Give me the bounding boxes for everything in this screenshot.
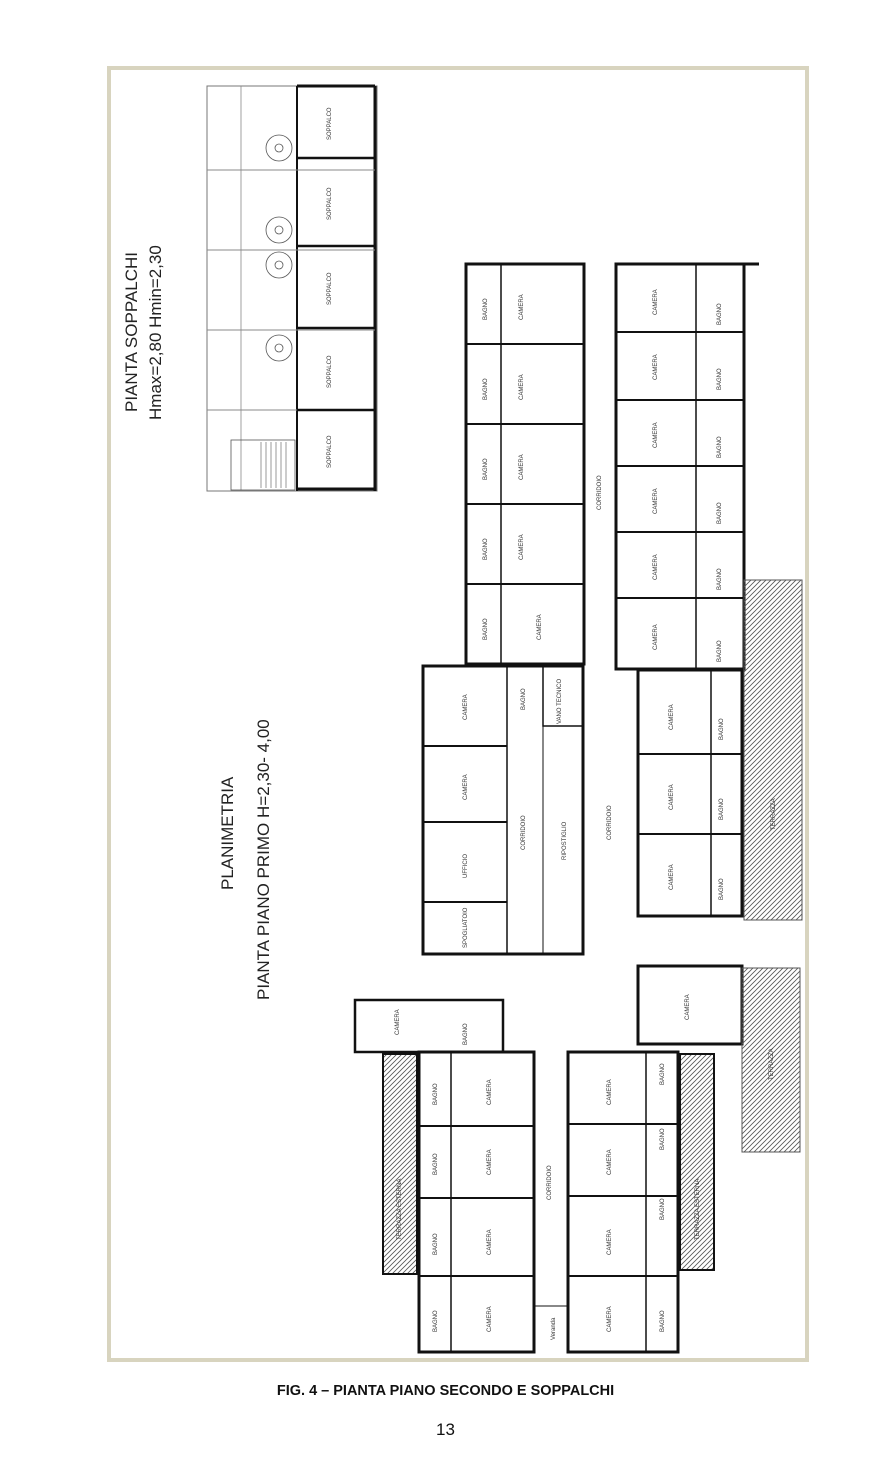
room-label-bagno-22: BAGNO xyxy=(660,1128,666,1150)
room-label-camera-5: CAMERA xyxy=(537,614,543,640)
room-label-bagno-14: BAGNO xyxy=(719,798,725,820)
room-label-bagno-11: BAGNO xyxy=(717,640,723,662)
page-number: 13 xyxy=(436,1420,455,1439)
room-label-bagno-10: BAGNO xyxy=(717,568,723,590)
mezz-label-5: SOPPALCO xyxy=(327,435,333,468)
room-label-bagno-24: BAGNO xyxy=(660,1310,666,1332)
terrace-south-west xyxy=(383,1054,417,1274)
room-label-camera-16: CAMERA xyxy=(669,864,675,890)
room-label-camera-7: CAMERA xyxy=(653,354,659,380)
terrace-north xyxy=(744,580,802,920)
room-label-corridoio-east: CORRIDOIO xyxy=(607,805,613,840)
room-label-camera-1: CAMERA xyxy=(519,294,525,320)
room-label-bagno-12: BAGNO xyxy=(521,688,527,710)
room-label-camera-20: CAMERA xyxy=(487,1149,493,1175)
room-label-terrazza-esterna-west: TERRAZZA ESTERNA xyxy=(397,1178,403,1240)
room-label-terrazza-esterna-east: TERRAZZA ESTERNA xyxy=(695,1178,701,1240)
room-label-bagno-16: BAGNO xyxy=(463,1023,469,1045)
room-label-ufficio: UFFICIO xyxy=(463,854,469,878)
room-label-corridoio-north: CORRIDOIO xyxy=(597,475,603,510)
figure-caption: FIG. 4 – PIANTA PIANO SECONDO E SOPPALCHI xyxy=(276,1383,615,1399)
room-label-camera-14: CAMERA xyxy=(669,704,675,730)
room-labels xyxy=(395,289,777,1340)
room-label-camera-18: CAMERA xyxy=(395,1009,401,1035)
room-label-camera-24: CAMERA xyxy=(607,1149,613,1175)
room-label-camera-8: CAMERA xyxy=(653,422,659,448)
room-label-corridoio-south: CORRIDOIO xyxy=(547,1165,553,1200)
room-label-bagno-23: BAGNO xyxy=(660,1198,666,1220)
room-label-bagno-13: BAGNO xyxy=(719,718,725,740)
room-label-bagno-21: BAGNO xyxy=(660,1063,666,1085)
main-plan-subtitle: PIANTA PIANO PRIMO H=2,30- 4,00 xyxy=(254,719,273,1000)
room-label-camera-19: CAMERA xyxy=(487,1079,493,1105)
room-label-camera-17: CAMERA xyxy=(685,994,691,1020)
room-label-camera-12: CAMERA xyxy=(463,694,469,720)
mezzanine-height-note: Hmax=2,80 Hmin=2,30 xyxy=(146,245,165,420)
floor-plan-drawing xyxy=(111,70,805,1358)
room-label-camera-25: CAMERA xyxy=(607,1229,613,1255)
room-label-terrazza-east: TERRAZZA xyxy=(769,1048,775,1080)
figure-frame xyxy=(107,66,809,1362)
room-label-camera-10: CAMERA xyxy=(653,554,659,580)
room-label-camera-2: CAMERA xyxy=(519,374,525,400)
room-label-camera-6: CAMERA xyxy=(653,289,659,315)
main-plan-central-block xyxy=(423,666,742,1044)
room-label-veranda: Veranda xyxy=(551,1317,557,1340)
mezz-label-1: SOPPALCO xyxy=(327,107,333,140)
room-label-bagno-4: BAGNO xyxy=(483,538,489,560)
room-label-bagno-3: BAGNO xyxy=(483,458,489,480)
room-label-bagno-19: BAGNO xyxy=(433,1233,439,1255)
room-label-camera-22: CAMERA xyxy=(487,1306,493,1332)
room-label-terrazza-north: TERRAZZA xyxy=(771,798,777,830)
mezzanine-plan xyxy=(207,86,377,491)
main-plan-north-wing xyxy=(466,264,759,669)
room-label-bagno-9: BAGNO xyxy=(717,502,723,524)
room-label-camera-9: CAMERA xyxy=(653,488,659,514)
room-label-bagno-1: BAGNO xyxy=(483,298,489,320)
room-label-bagno-5: BAGNO xyxy=(483,618,489,640)
mezzanine-title: PIANTA SOPPALCHI xyxy=(122,252,141,412)
room-label-bagno-8: BAGNO xyxy=(717,436,723,458)
room-label-bagno-2: BAGNO xyxy=(483,378,489,400)
room-label-spogliatoio: SPOGLIATOIO xyxy=(463,907,469,948)
room-label-corridoio-central: CORRIDOIO xyxy=(521,815,527,850)
room-label-bagno-6: BAGNO xyxy=(717,303,723,325)
room-label-vano-tecnico: VANO TECNICO xyxy=(557,678,563,724)
main-plan-title: PLANIMETRIA xyxy=(218,776,237,890)
room-label-bagno-17: BAGNO xyxy=(433,1083,439,1105)
mezz-label-4: SOPPALCO xyxy=(327,355,333,388)
room-label-camera-13: CAMERA xyxy=(463,774,469,800)
room-label-camera-3: CAMERA xyxy=(519,454,525,480)
mezz-label-3: SOPPALCO xyxy=(327,272,333,305)
room-label-camera-26: CAMERA xyxy=(607,1306,613,1332)
room-label-ripostiglio: RIPOSTIGLIO xyxy=(562,821,568,860)
room-label-bagno-20: BAGNO xyxy=(433,1310,439,1332)
mezz-label-2: SOPPALCO xyxy=(327,187,333,220)
room-label-camera-23: CAMERA xyxy=(607,1079,613,1105)
room-label-bagno-18: BAGNO xyxy=(433,1153,439,1175)
room-label-camera-21: CAMERA xyxy=(487,1229,493,1255)
room-label-bagno-7: BAGNO xyxy=(717,368,723,390)
room-label-bagno-15: BAGNO xyxy=(719,878,725,900)
room-label-camera-11: CAMERA xyxy=(653,624,659,650)
room-label-camera-4: CAMERA xyxy=(519,534,525,560)
room-label-camera-15: CAMERA xyxy=(669,784,675,810)
